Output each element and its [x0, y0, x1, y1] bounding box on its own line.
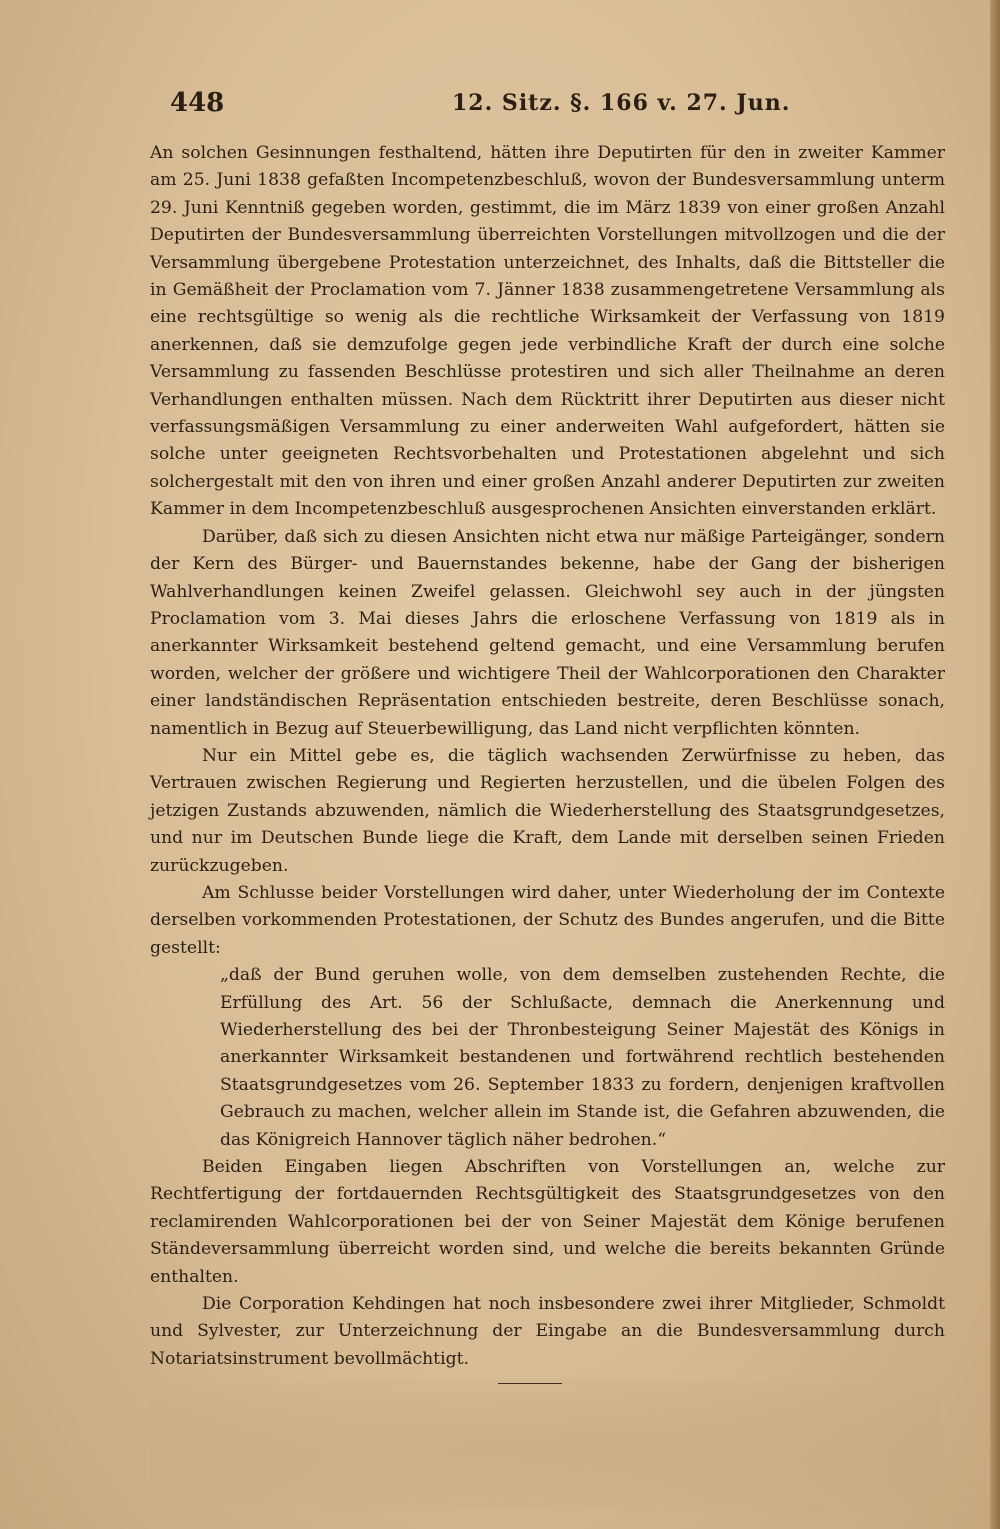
running-head: 12. Sitz. §. 166 v. 27. Jun. — [452, 90, 791, 116]
paragraph: Nur ein Mittel gebe es, die täglich wachsenden Zerwürfnisse zu heben, das Vertrauen zwischen Regierung und Regierten herzustellen, und die übelen Folgen des jetzigen Zustands abzuwenden, nämlich die Wiederherstellung des Staatsgrundgesetzes, und nur im Deutschen Bunde liege die Kraft, dem Lande mit derselben seinen Frieden zurückzugeben. — [150, 745, 945, 876]
paragraph: An solchen Gesinnungen festhaltend, hätten ihre Deputirten für den in zweiter Kammer am 25. Juni 1838 gefaßten Incompetenzbeschluß, wovon der Bundesversammlung unterm 29. Juni Kenntniß gegeben worden, gestimmt, die im März 1839 von einer großen Anzahl Deputirten der Bundesversammlung überreichten Vorstellungen mitvollzogen und die der Versammlung übergebene Protestation unterzeichnet, des Inhalts, daß die Bittsteller die in Gemäßheit der Proclamation vom 7. Jänner 1838 zusammengetretene Versammlung als eine rechtsgültige so wenig als die rechtliche Wirksamkeit der Verfassung von 1819 anerkennen, daß sie demzufolge gegen jede verbindliche Kraft der durch eine solche Versammlung zu fassenden Beschlüsse protestiren und sich aller Theilnahme an deren Verhandlungen enthalten müssen. Nach dem Rücktritt ihrer Deputirten aus dieser nicht verfassungsmäßigen Versammlung zu einer anderweiten Wahl aufgefordert, hätten sie solche unter geeigneten Rechtsvorbehalten und Protestationen abgelehnt und sich solchergestalt mit den von ihren und einer großen Anzahl anderer Deputirten zur zweiten Kammer in dem Incompetenzbeschluß ausgesprochenen Ansichten einverstanden erklärt. — [150, 143, 945, 520]
paragraph: Beiden Eingaben liegen Abschriften von Vorstellungen an, welche zur Rechtfertigung der fortdauernden Rechtsgültigkeit des Staatsgrundgesetzes von den reclamirenden Wahlcorporationen bei der von Seiner Majestät dem Könige berufenen Ständeversammlung überreicht worden sind, und welche die bereits bekannten Gründe enthalten. — [150, 1157, 945, 1287]
body-text — [150, 140, 945, 1373]
paragraph: Darüber, daß sich zu diesen Ansichten nicht etwa nur mäßige Parteigänger, sondern der Kern des Bürger- und Bauernstandes bekenne, habe der Gang der bisherigen Wahlverhandlungen keinen Zweifel gelassen. Gleichwohl sey auch in der jüngsten Proclamation vom 3. Mai dieses Jahrs die erloschene Verfassung von 1819 als in anerkannter Wirksamkeit bestehend geltend gemacht, und eine Versammlung berufen worden, welcher der größere und wichtigere Theil der Wahlcorporationen den Charakter einer landständischen Repräsentation entschieden bestreite, deren Beschlüsse sonach, namentlich in Bezug auf Steuerbewilligung, das Land nicht verpflichten könnten. — [150, 526, 945, 739]
paragraph: Am Schlusse beider Vorstellungen wird daher, unter Wiederholung der im Contexte derselben vorkommenden Protestationen, der Schutz des Bundes angerufen, und die Bitte gestellt: — [150, 882, 945, 958]
page-number: 448 — [170, 88, 225, 118]
page-stain — [150, 1380, 940, 1510]
paragraph: Die Corporation Kehdingen hat noch insbesondere zwei ihrer Mitglieder, Schmoldt und Sylvester, zur Unterzeichnung der Eingabe an die Bundesversammlung durch Notariatsinstrument bevollmächtigt. — [150, 1294, 945, 1369]
end-rule — [498, 1383, 562, 1384]
page-edge — [990, 0, 1000, 1529]
quoted-petition: „daß der Bund geruhen wolle, von dem demselben zustehenden Rechte, die Erfüllung des Art. 56 der Schlußacte, demnach die Anerkennung und Wiederherstellung des bei der Thronbesteigung Seiner Majestät des Königs in anerkannter Wirksamkeit bestandenen und fortwährend rechtlich bestehenden Staatsgrundgesetzes vom 26. September 1833 zu fordern, denjenigen kraftvollen Gebrauch zu machen, welcher allein im Stande ist, die Gefahren abzuwenden, die das Königreich Hannover täglich näher bedrohen.“ — [220, 965, 945, 1150]
page-header — [170, 88, 850, 128]
